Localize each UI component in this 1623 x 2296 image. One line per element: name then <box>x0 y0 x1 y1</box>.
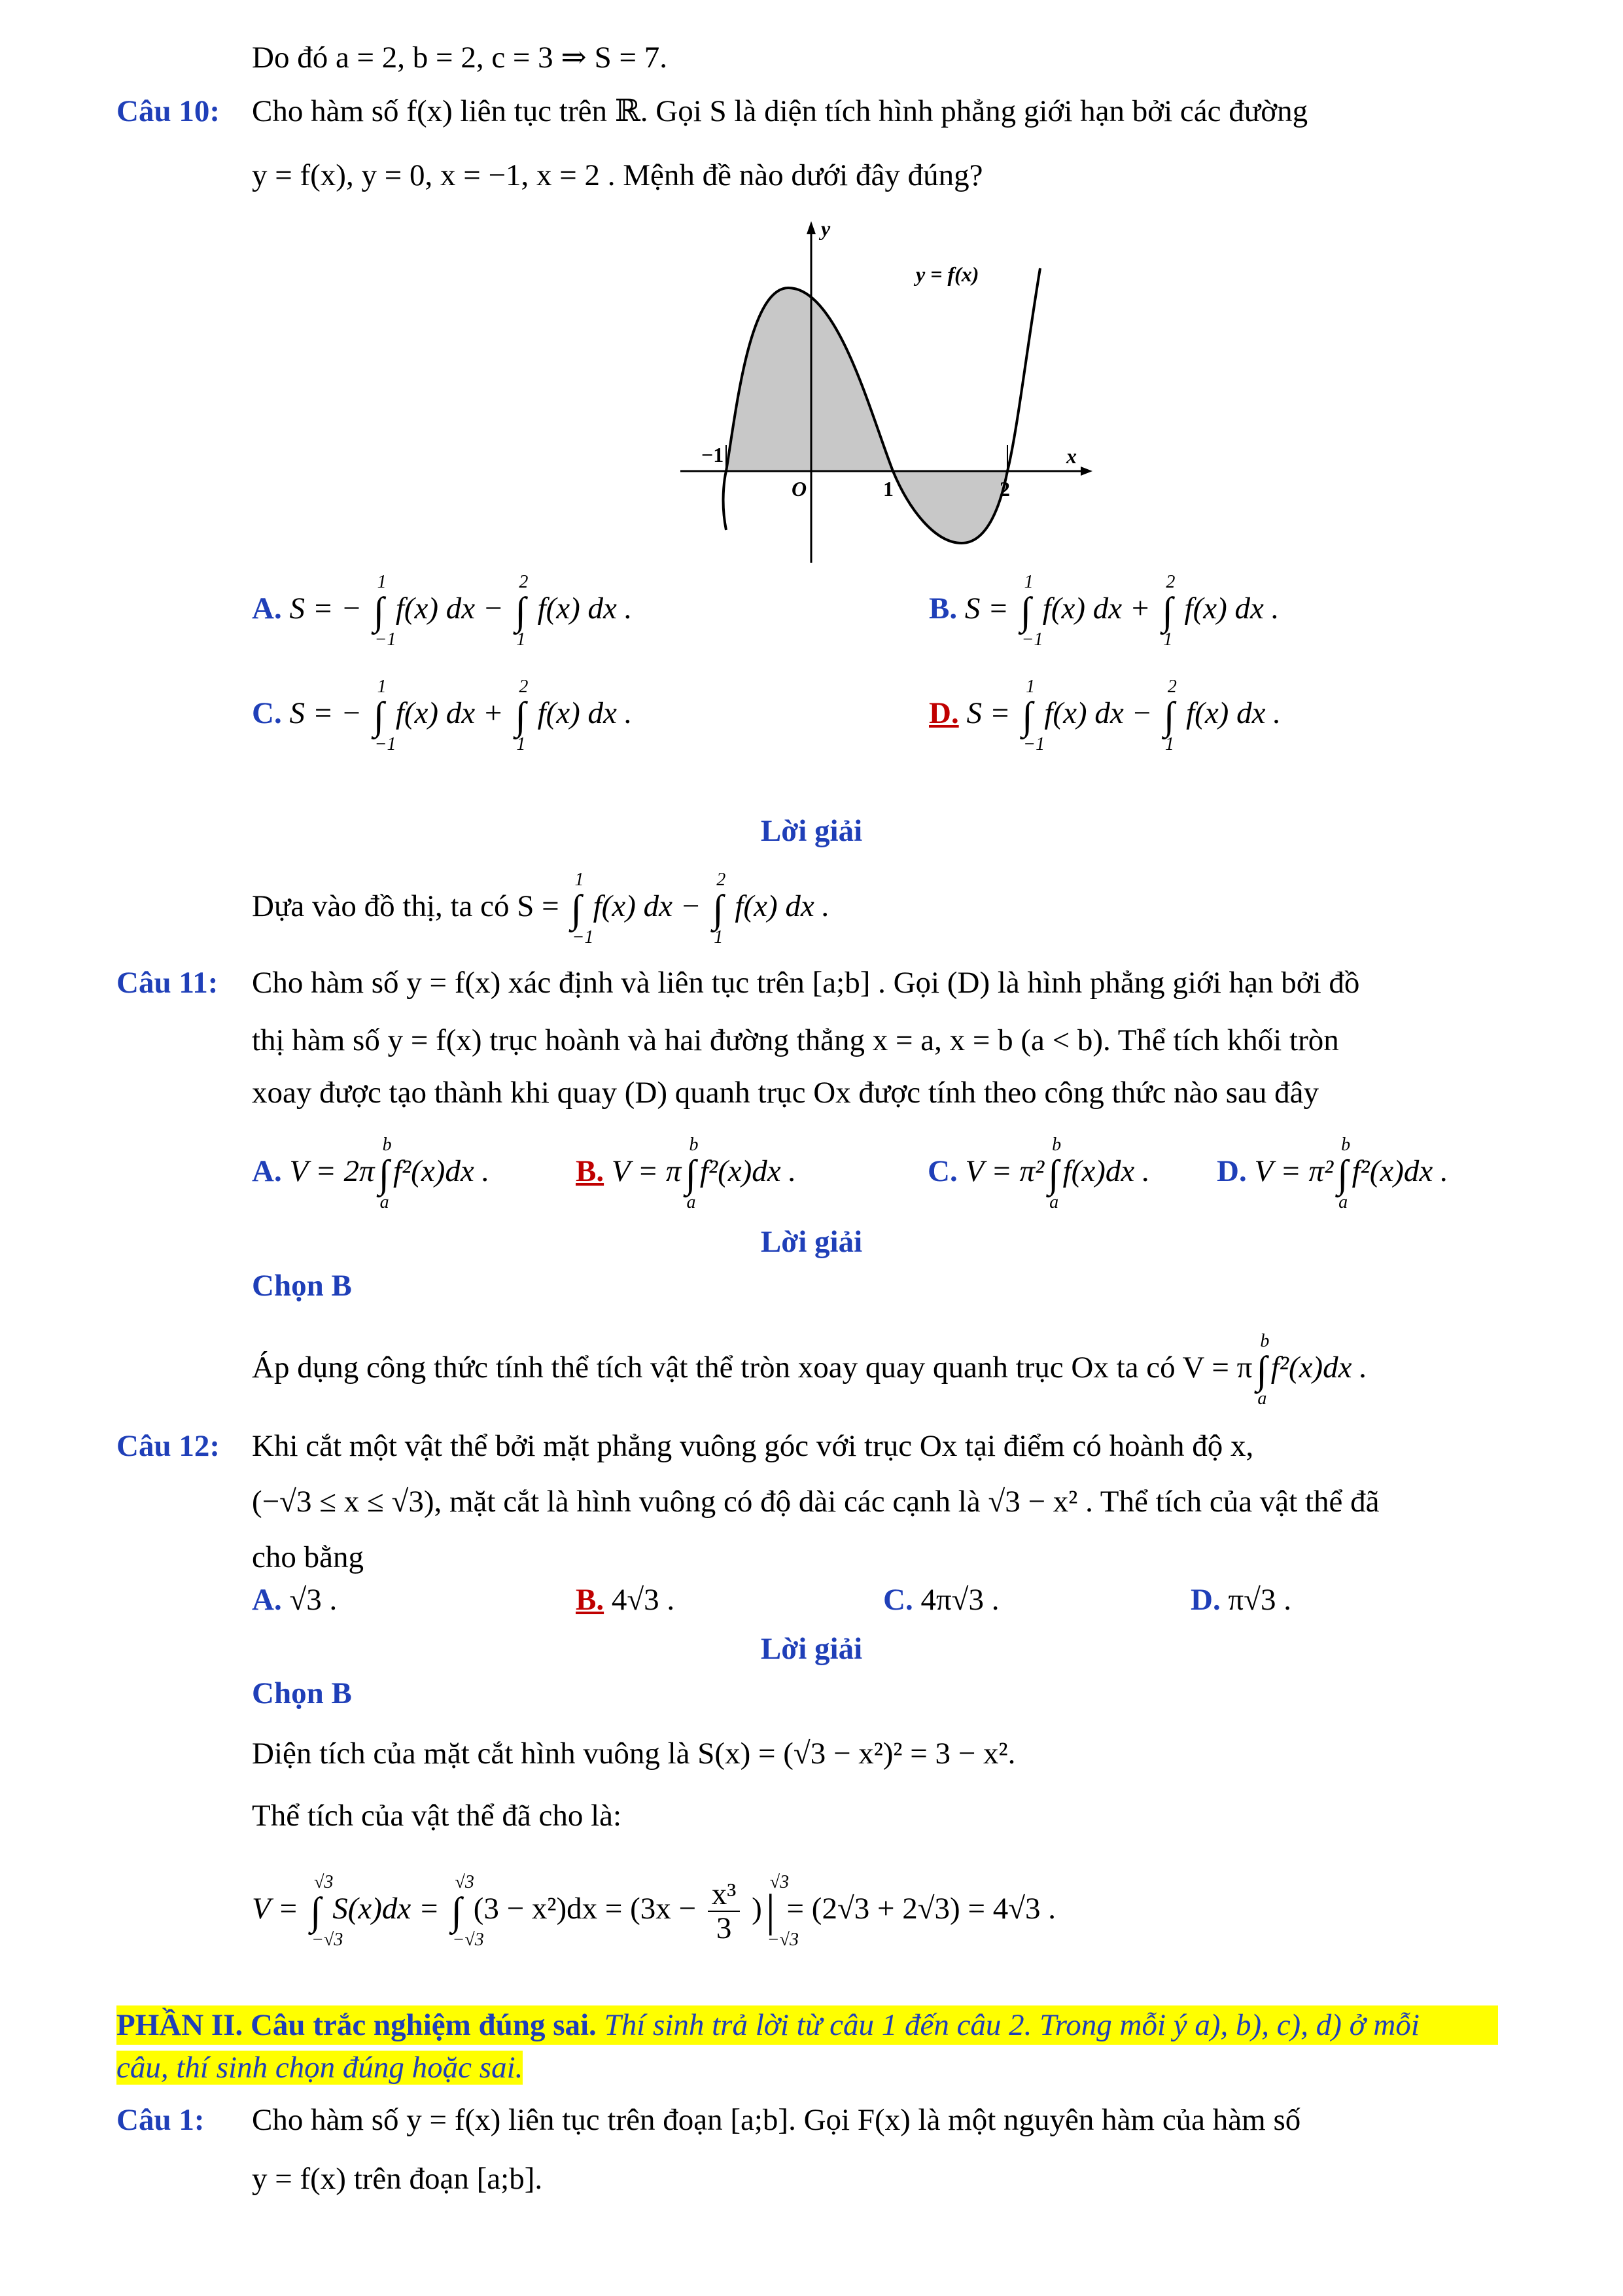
option-a-label: A. <box>252 592 282 626</box>
option-c-lhs: S = − <box>289 696 362 730</box>
q12-sol3: V = ∫ √3 −√3 S(x)dx = ∫ √3 −√3 (3 − x²)dx = (3x − $\frac{\text{x³}}{3}$ )| √3 −√3 = (2√3 + 2√3) = 4√3 . <box>252 1872 1056 1950</box>
integral-sign: ∫ 2 1 <box>1162 572 1176 650</box>
x-axis-arrow <box>1081 467 1092 476</box>
integral-sign: ∫ √3 −√3 <box>451 1872 484 1950</box>
y-axis-arrow <box>807 221 816 234</box>
curve-label: y = f(x) <box>916 262 979 286</box>
integral-sign: ∫ 2 1 <box>712 870 726 948</box>
option-b-lhs: S = <box>964 592 1009 626</box>
option-c-label: C. <box>252 696 282 730</box>
q10-solution-title: Lời giải <box>760 814 863 848</box>
q11-choose: Chọn B <box>252 1269 352 1303</box>
q12-sol1: Diện tích của mặt cắt hình vuông là S(x) = (√3 − x²)² = 3 − x². <box>252 1737 1016 1771</box>
q10-label: Câu 10: <box>116 94 220 128</box>
q10-option-b[interactable] <box>929 572 1280 650</box>
q12-option-c[interactable]: C. 4π√3 . <box>883 1583 1000 1617</box>
integral-sign: ∫ 1 −1 <box>373 572 396 650</box>
q11-option-b[interactable]: B. V = π ∫ b a f²(x)dx . <box>576 1135 797 1213</box>
shaded-area-positive <box>726 288 893 471</box>
q11-label: Câu 11: <box>116 966 218 1000</box>
integral-sign: ∫ 1 −1 <box>1022 677 1045 755</box>
q12-sol2: Thể tích của vật thể đã cho là: <box>252 1799 622 1833</box>
q11-line3: xoay được tạo thành khi quay (D) quanh trục Ox được tính theo công thức nào sau đây <box>252 1076 1319 1110</box>
integral-sign: ∫ b a <box>1256 1331 1270 1409</box>
q10-solution: Dựa vào đồ thị, ta có S = ∫ 1 −1 f(x) dx − ∫ 2 1 f(x) dx . <box>252 870 830 948</box>
origin-label: O <box>792 477 807 501</box>
q12-line1: Khi cắt một vật thể bởi mặt phẳng vuông góc với trục Ox tại điểm có hoành độ x, <box>252 1429 1254 1463</box>
p2q1-line1: Cho hàm số y = f(x) liên tục trên đoạn [a;b]. Gọi F(x) là một nguyên hàm của hàm số <box>252 2103 1301 2137</box>
y-axis-label: y <box>821 217 831 240</box>
integral-sign: ∫ 2 1 <box>1163 677 1177 755</box>
integral-sign: ∫ √3 −√3 <box>310 1872 343 1950</box>
integral-sign: ∫ b a <box>378 1135 392 1213</box>
option-d-label-correct: D. <box>929 696 959 730</box>
integral-sign: ∫ 1 −1 <box>1020 572 1043 650</box>
q12-choose: Chọn B <box>252 1676 352 1710</box>
q11-line1: Cho hàm số y = f(x) xác định và liên tục trên [a;b] . Gọi (D) là hình phẳng giới hạn bởi đồ <box>252 966 1360 1000</box>
option-a-end: f(x) dx . <box>537 592 633 626</box>
integral-sign: ∫ 1 −1 <box>373 677 396 755</box>
q12-solution-title: Lời giải <box>760 1632 863 1666</box>
integral-sign: ∫ 2 1 <box>515 677 529 755</box>
q12-line3: cho bằng <box>252 1540 364 1574</box>
tick-label-2: 2 <box>1000 477 1010 501</box>
shaded-area-negative <box>893 471 1007 543</box>
integral-sign: ∫ 1 −1 <box>570 870 594 948</box>
option-d-end: f(x) dx . <box>1186 696 1281 730</box>
option-b-end: f(x) dx . <box>1184 592 1280 626</box>
evaluation-bar: | √3 −√3 <box>765 1872 799 1950</box>
q11-solution-title: Lời giải <box>760 1225 863 1259</box>
fraction-x3-over-3: $\frac{\text{x³}}{3}$ <box>708 1878 741 1945</box>
side-length-expr: √3 − x² <box>988 1485 1078 1519</box>
option-b-mid: f(x) dx + <box>1042 592 1151 626</box>
q12-option-b[interactable]: B. 4√3 . <box>576 1583 675 1617</box>
option-c-mid: f(x) dx + <box>395 696 504 730</box>
option-b-label-correct: B. <box>576 1583 604 1617</box>
q12-line2: (−√3 ≤ x ≤ √3), mặt cắt là hình vuông có độ dài các cạnh là √3 − x² . Thể tích của vật thể đã <box>252 1485 1380 1519</box>
option-c-end: f(x) dx . <box>537 696 633 730</box>
q11-solution: Áp dụng công thức tính thể tích vật thể tròn xoay quay quanh trục Ox ta có V = π ∫ b a f²(x)dx . <box>252 1331 1367 1409</box>
integral-sign: ∫ b a <box>1337 1135 1351 1213</box>
part2-heading-line2: câu, thí sinh chọn đúng hoặc sai. <box>116 2051 523 2085</box>
option-d-lhs: S = <box>966 696 1011 730</box>
option-a-lhs: S = − <box>289 592 362 626</box>
tick-label-m1: −1 <box>701 443 724 467</box>
intro-line: Do đó a = 2, b = 2, c = 3 ⇒ S = 7. <box>252 41 667 75</box>
x-axis-label: x <box>1066 444 1077 468</box>
q12-label: Câu 12: <box>116 1429 220 1463</box>
integral-sign: ∫ b a <box>1048 1135 1062 1213</box>
q12-option-a[interactable]: A. √3 . <box>252 1583 338 1617</box>
q11-option-c[interactable]: C. V = π² ∫ b a f(x)dx . <box>928 1135 1150 1213</box>
option-a-mid: f(x) dx − <box>395 592 504 626</box>
integral-sign: ∫ 2 1 <box>515 572 529 650</box>
q12-option-d[interactable]: D. π√3 . <box>1191 1583 1291 1617</box>
q10-option-c[interactable] <box>252 677 633 755</box>
tick-label-1: 1 <box>883 477 894 501</box>
q11-line2: thị hàm số y = f(x) trục hoành và hai đường thẳng x = a, x = b (a < b). Thể tích khối tròn <box>252 1023 1339 1057</box>
q10-line1: Cho hàm số f(x) liên tục trên ℝ. Gọi S là diện tích hình phẳng giới hạn bởi các đường <box>252 94 1308 128</box>
p2q1-label: Câu 1: <box>116 2103 205 2137</box>
q10-line2: y = f(x), y = 0, x = −1, x = 2 . Mệnh đề nào dưới đây đúng? <box>252 158 983 192</box>
q11-option-d[interactable]: D. V = π² ∫ b a f²(x)dx . <box>1217 1135 1448 1213</box>
option-b-label: B. <box>929 592 958 626</box>
q10-option-d[interactable] <box>929 677 1281 755</box>
p2q1-line2: y = f(x) trên đoạn [a;b]. <box>252 2162 543 2196</box>
option-b-label-correct: B. <box>576 1154 604 1188</box>
part2-heading-line1: PHẦN II. Câu trắc nghiệm đúng sai. Thí sinh trả lời từ câu 1 đến câu 2. Trong mỗi ý a), b), c), d) ở mỗi <box>116 2005 1498 2045</box>
integral-sign: ∫ b a <box>685 1135 699 1213</box>
option-d-mid: f(x) dx − <box>1044 696 1153 730</box>
q10-function-graph <box>674 216 1099 563</box>
q11-option-a[interactable]: A. V = 2π ∫ b a f²(x)dx . <box>252 1135 490 1213</box>
q10-option-a[interactable] <box>252 572 633 650</box>
